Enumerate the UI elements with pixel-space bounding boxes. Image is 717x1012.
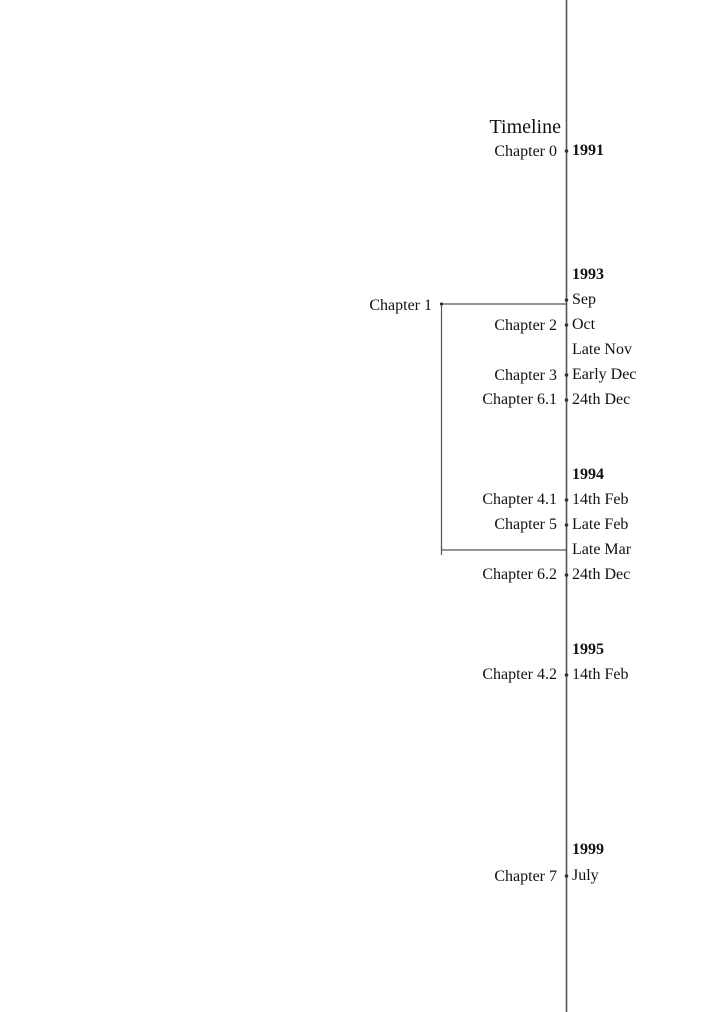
axis-dot	[565, 323, 569, 327]
year-label: 1991	[572, 142, 604, 159]
date-label: 14th Feb	[572, 666, 629, 683]
chapter-label: Chapter 0	[494, 143, 557, 160]
timeline-title: Timeline	[489, 116, 561, 138]
year-label: 1995	[572, 641, 604, 658]
chapter-label: Chapter 4.2	[482, 666, 557, 683]
axis-dot	[565, 673, 569, 677]
year-label: 1993	[572, 266, 604, 283]
date-label: July	[572, 867, 599, 884]
date-label: 24th Dec	[572, 566, 631, 583]
axis-dot	[565, 398, 569, 402]
date-label: 14th Feb	[572, 491, 629, 508]
date-label: Early Dec	[572, 366, 637, 383]
date-label: Oct	[572, 316, 596, 333]
date-label: Sep	[572, 291, 596, 308]
axis-dot	[565, 874, 569, 878]
axis-dot	[565, 498, 569, 502]
axis-dot	[565, 298, 569, 302]
date-label: Late Nov	[572, 341, 632, 358]
chapter-label: Chapter 3	[494, 367, 557, 384]
chapter-label: Chapter 4.1	[482, 491, 557, 508]
axis-dot	[565, 573, 569, 577]
date-label: Late Feb	[572, 516, 629, 533]
date-label: 24th Dec	[572, 391, 631, 408]
axis-dot	[565, 149, 569, 153]
chapter-label: Chapter 6.2	[482, 566, 557, 583]
chapter-1-dot	[440, 302, 443, 305]
axis-dot	[565, 523, 569, 527]
axis-dot	[565, 373, 569, 377]
year-label: 1999	[572, 841, 604, 858]
chapter-label: Chapter 1	[369, 297, 432, 314]
date-label: Late Mar	[572, 541, 632, 558]
chapter-label: Chapter 7	[494, 868, 557, 885]
chapter-label: Chapter 5	[494, 516, 557, 533]
chapter-label: Chapter 2	[494, 317, 557, 334]
year-label: 1994	[572, 466, 604, 483]
chapter-label: Chapter 6.1	[482, 391, 557, 408]
